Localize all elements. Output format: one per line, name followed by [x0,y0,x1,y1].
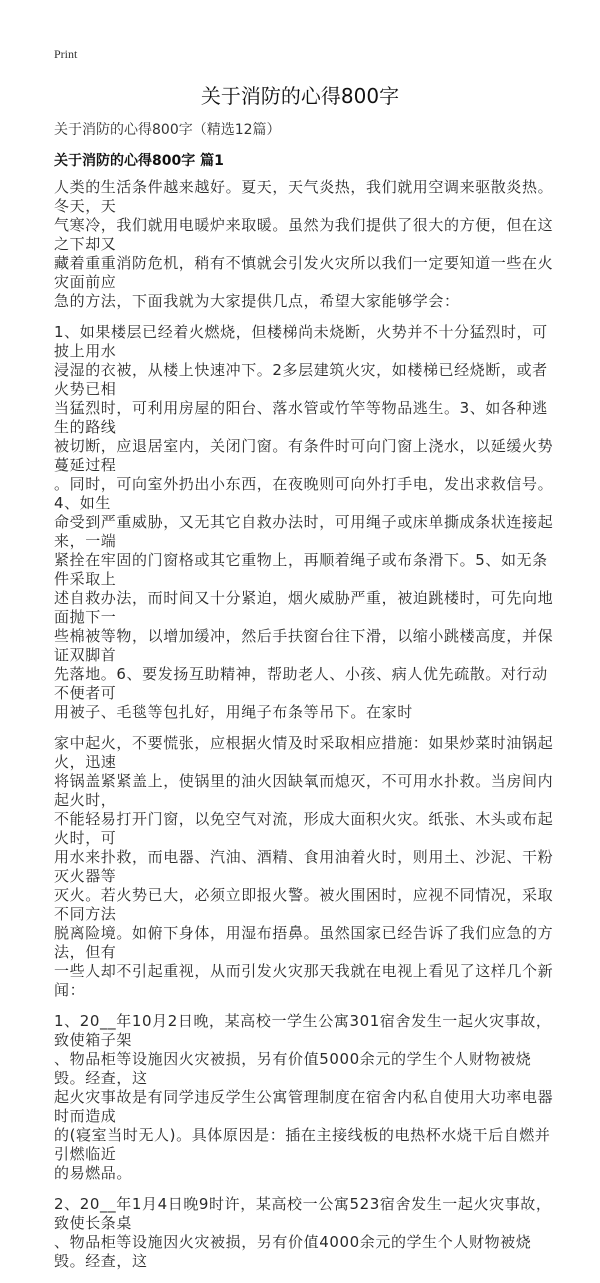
document-body [54,178,556,1283]
text-line: 命受到严重威胁，又无其它自救办法时，可用绳子或床单撕成条状连接起来，一端 [54,513,554,550]
text-line: 述自救办法，而时间又十分紧迫，烟火威胁严重，被迫跳楼时，可先向地面抛下一 [54,589,554,626]
paragraph [54,1195,556,1271]
text-line: 、物品柜等设施因火灾被损，另有价值4000余元的学生个人财物被烧毁。经查，这 [54,1233,532,1270]
text-line: 的易燃品。 [54,1164,133,1182]
text-line: 用被子、毛毯等包扎好，用绳子布条等吊下。在家时 [54,703,413,721]
text-line: 家中起火，不要慌张，应根据火情及时采取相应措施：如果炒菜时油锅起火，迅速 [54,734,554,771]
text-line: 将锅盖紧紧盖上，使锅里的油火因缺氧而熄灭，不可用水扑救。当房间内起火时， [54,772,554,809]
section-heading: 关于消防的心得800字 篇1 [54,153,224,169]
paragraph [54,734,556,1000]
text-line: 急的方法，下面我就为大家提供几点，希望大家能够学会： [54,292,460,310]
paragraph [54,1012,556,1183]
text-line: 1、如果楼层已经着火燃烧，但楼梯尚未烧断，火势并不十分猛烈时，可披上用水 [54,323,548,360]
paragraph [54,178,556,311]
text-line: 浸湿的衣被，从楼上快速冲下。2多层建筑火灾，如楼梯已经烧断，或者火势已相 [54,361,548,398]
document-title: 关于消防的心得800字 [200,84,400,108]
text-line: 。同时，可向室外扔出小东西，在夜晚则可向外打手电，发出求救信号。4、如生 [54,475,554,512]
document-subtitle: 关于消防的心得800字（精选12篇） [54,122,281,138]
print-link[interactable]: Print [54,47,78,61]
text-line: 藏着重重消防危机，稍有不慎就会引发火灾所以我们一定要知道一些在火灾面前应 [54,254,554,291]
paragraph [54,323,556,722]
text-line: 不能轻易打开门窗，以免空气对流，形成大面积火灾。纸张、木头或布起火时，可 [54,810,554,847]
text-line: 先落地。6、要发扬互助精神，帮助老人、小孩、病人优先疏散。对行动不便者可 [54,665,548,702]
text-line: 人类的生活条件越来越好。夏天，天气炎热，我们就用空调来驱散炎热。冬天，天 [54,178,554,215]
text-line: 2、20__年1月4日晚9时许，某高校一公寓523宿舍发生一起火灾事故，致使长条桌 [54,1195,552,1232]
text-line: 紧拴在牢固的门窗格或其它重物上，再顺着绳子或布条滑下。5、如无条件采取上 [54,551,548,588]
text-line: 起火灾事故是有同学违反学生公寓管理制度在宿舍内私自使用大功率电器时而造成 [54,1088,554,1125]
text-line: 灭火。若火势已大，必须立即报火警。被火围困时，应视不同情况，采取不同方法 [54,886,554,923]
text-line: 用水来扑救，而电器、汽油、酒精、食用油着火时，则用土、沙泥、干粉灭火器等 [54,848,554,885]
text-line: 1、20__年10月2日晚，某高校一学生公寓301宿舍发生一起火灾事故，致使箱子架 [54,1012,552,1049]
text-line: 被切断，应退居室内，关闭门窗。有条件时可向门窗上浇水，以延缓火势蔓延过程 [54,437,554,474]
text-line: 脱离险境。如俯下身体，用湿布捂鼻。虽然国家已经告诉了我们应急的方法，但有 [54,924,554,961]
text-line: 些棉被等物，以增加缓冲，然后手扶窗台往下滑，以缩小跳楼高度，并保证双脚首 [54,627,554,664]
text-line: 、物品柜等设施因火灾被损，另有价值5000余元的学生个人财物被烧毁。经查，这 [54,1050,532,1087]
text-line: 一些人却不引起重视，从而引发火灾那天我就在电视上看见了这样几个新闻： [54,962,554,999]
text-line: 气寒冷，我们就用电暖炉来取暖。虽然为我们提供了很大的方便，但在这之下却又 [54,216,554,253]
text-line: 的(寝室当时无人)。具体原因是：插在主接线板的电热杯水烧干后自燃并引燃临近 [54,1126,551,1163]
text-line: 当猛烈时，可利用房屋的阳台、落水管或竹竿等物品逃生。3、如各种逃生的路线 [54,399,548,436]
